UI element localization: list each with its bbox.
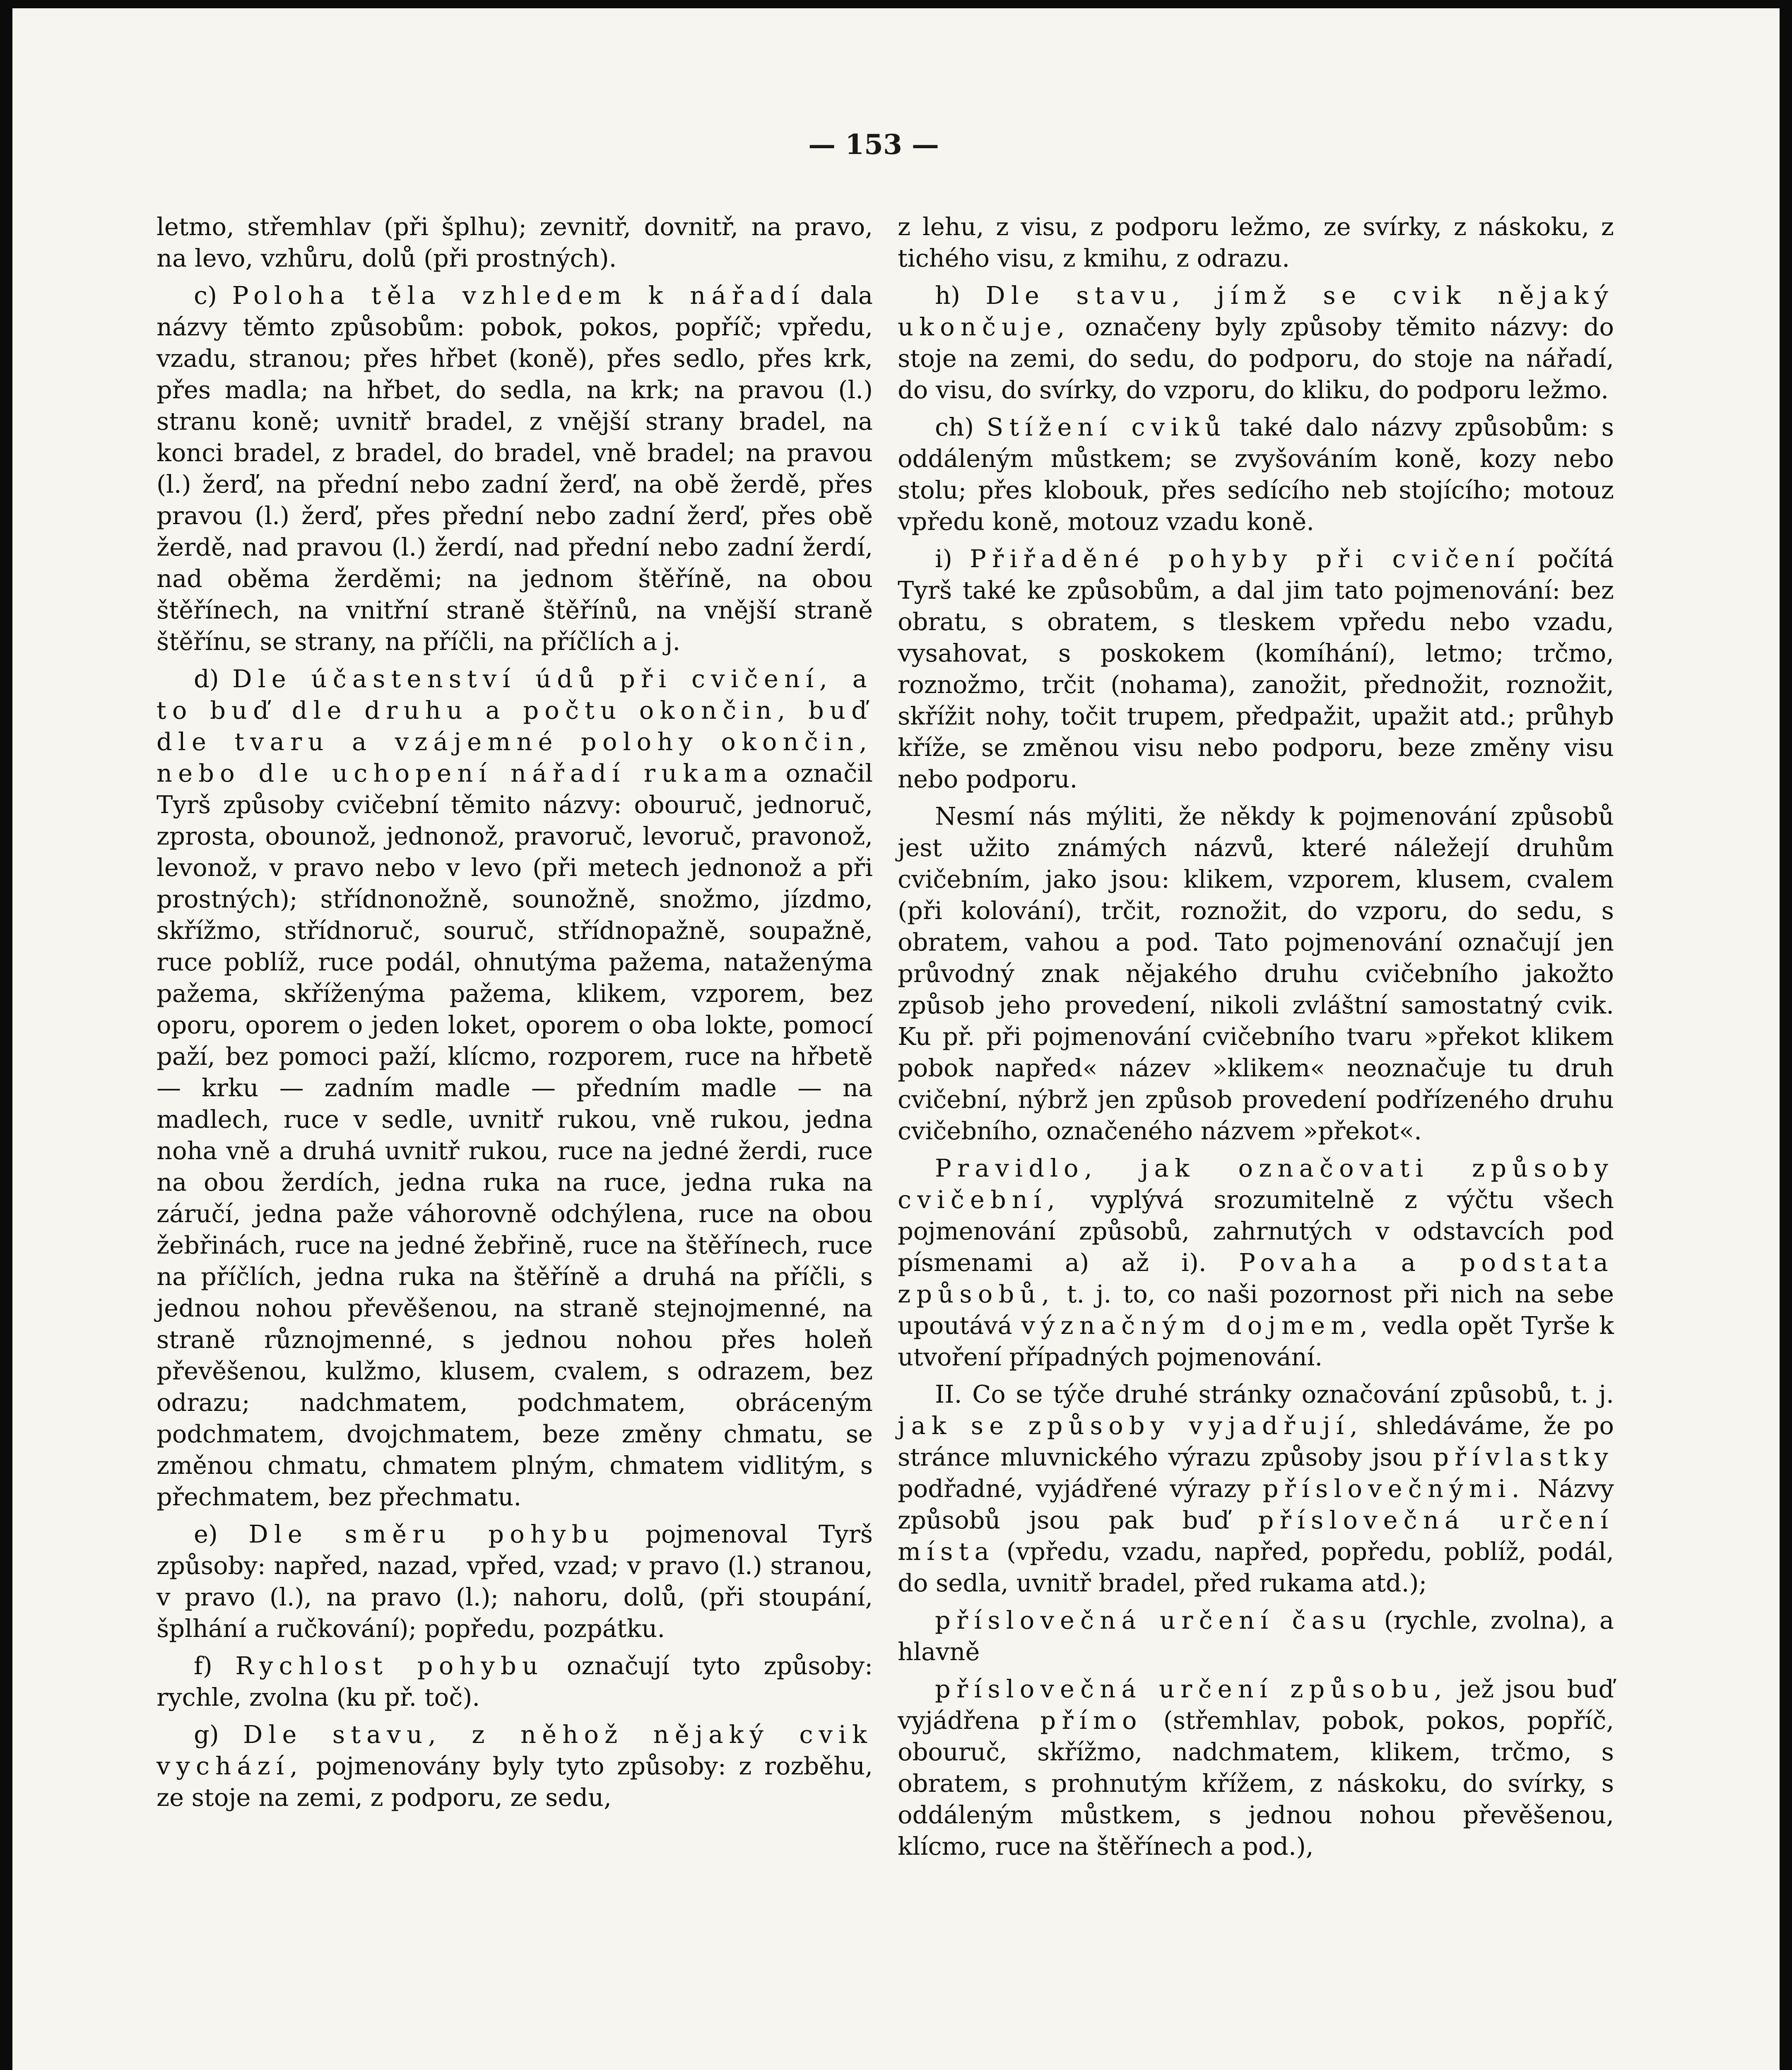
item-label: f) bbox=[194, 1651, 212, 1680]
spaced-heading: přívlastky bbox=[1433, 1443, 1614, 1471]
paragraph-ii bbox=[898, 1379, 1614, 1599]
spaced-heading: Přiřaděné pohyby při cvičení bbox=[970, 544, 1520, 573]
left-column bbox=[157, 211, 873, 1819]
spaced-heading: význačným dojmem, bbox=[1021, 1311, 1374, 1340]
paragraph-e bbox=[157, 1519, 873, 1644]
spaced-heading: Rychlost pohybu bbox=[235, 1651, 544, 1680]
paragraph-text: také dalo názvy způsobům: s oddáleným můstkem; se zvyšováním koně, kozy nebo stolu; přes klobouk, přes sedícího neb stojícího; motouz vpředu koně, motouz vzadu koně. bbox=[898, 413, 1614, 536]
paragraph-text: II. Co se týče druhé stránky označování způsobů, t. j. bbox=[935, 1380, 1614, 1408]
paragraph-text: t. j. to, co naši pozornost při nich na sebe upoutává bbox=[898, 1280, 1614, 1340]
page-number: — 153 — bbox=[808, 128, 939, 161]
paragraph-text: (rychle, zvolna), a hlavně bbox=[898, 1606, 1614, 1666]
spaced-heading: Povaha a podstata způsobů, bbox=[898, 1248, 1614, 1308]
spaced-heading: Dle směru pohybu bbox=[248, 1520, 615, 1548]
paragraph-i bbox=[898, 543, 1614, 795]
right-column bbox=[898, 211, 1614, 1868]
paragraph-text: (střemhlav, pobok, pokos, popříč, obouruč, skřížmo, nadchmatem, klikem, trčmo, s obratem, s prohnutým křížem, z náskoku, do svírky, s oddáleným můstkem, s jednou nohou převěšenou, klícmo, ruce na štěřínech a pod.), bbox=[898, 1706, 1614, 1861]
paragraph-text: shledáváme, že po stránce mluvnického výrazu způsoby jsou bbox=[898, 1411, 1614, 1471]
spaced-heading: Poloha těla vzhledem k nářadí bbox=[232, 281, 805, 310]
item-label: g) bbox=[194, 1720, 219, 1749]
item-label: i) bbox=[935, 544, 952, 573]
paragraph-cas bbox=[898, 1605, 1614, 1668]
item-label: ch) bbox=[935, 413, 974, 441]
paragraph-continuation: letmo, střemhlav (při šplhu); zevnitř, dovnitř, na pravo, na levo, vzhůru, dolů (při prostných). bbox=[157, 212, 873, 272]
item-label: d) bbox=[194, 664, 219, 693]
paragraph-c bbox=[157, 280, 873, 657]
book-page bbox=[12, 8, 1780, 2070]
paragraph-d bbox=[157, 663, 873, 1513]
paragraph-ch bbox=[898, 412, 1614, 537]
paragraph-pravidlo bbox=[898, 1153, 1614, 1373]
paragraph-text: označeny byly způsoby těmito názvy: do stoje na zemi, do sedu, do podporu, do stoje na nářadí, do visu, do svírky, do vzporu, do kliku, do podporu ležmo. bbox=[898, 313, 1614, 404]
paragraph-h bbox=[898, 280, 1614, 406]
paragraph-text: dala názvy těmto způsobům: pobok, pokos, popříč; vpředu, vzadu, stranou; přes hřbet (koně), přes sedlo, přes krk, přes madla; na hřbet, do sedla, na krk; na pravou (l.) stranu koně; uvnitř bradel, z vnější strany bradel, na konci bradel, z bradel, do bradel, vně bradel; na pravou (l.) žerď, na přední nebo zadní žerď, na obě žerdě, přes pravou (l.) žerď, přes přední nebo zadní žerď, přes obě žerdě, nad pravou (l.) žerdí, nad přední nebo zadní žerdí, nad oběma žerděmi; na jednom štěříně, na obou štěřínech, na vnitřní straně štěřínů, na vnější straně štěřínu, se strany, na příčli, na příčlích a j. bbox=[157, 281, 873, 656]
paragraph-text: jež jsou buď vyjádřena bbox=[898, 1675, 1614, 1735]
paragraph-text: označil Tyrš způsoby cvičební těmito názvy: obouruč, jednoruč, zprosta, obounož, jednonož, pravoruč, levoruč, pravonož, levonož, v pravo nebo v levo (při metech jednonož a při prostných); střídnonožně, sounožně, snožmo, jízdmo, skřížmo, střídnoruč, souruč, střídnopažně, soupažně, ruce poblíž, ruce podál, ohnutýma pažema, nataženýma pažema, skříženýma pažema, klikem, vzporem, bez oporu, oporem o jeden loket, oporem o oba lokte, pomocí paží, bez pomoci paží, klícmo, rozporem, ruce na hřbetě — krku — zadním madle — předním madle — na madlech, ruce v sedle, uvnitř rukou, vně rukou, jedna noha vně a druhá uvnitř rukou, ruce na jedné žerdi, ruce na obou žerdích, jedna ruka na ruce, jedna ruka na záručí, jedna paže váhorovně odchýlena, ruce na obou žebřinách, ruce na jedné žebřině, ruce na štěřínech, ruce na příčlích, jedna ruka na štěříně a druhá na příčli, s jednou nohou převěšenou, na straně stejnojmenné, na straně různojmenné, s jednou nohou přes holeň převěšenou, kulžmo, klusem, cvalem, s odrazem, bez odrazu; nadchmatem, podchmatem, obráceným podchmatem, dvojchmatem, beze změny chmatu, se změnou chmatu, chmatem plným, chmatem vidlitým, s přechmatem, bez přechmatu. bbox=[157, 759, 873, 1511]
paragraph-text: vedla opět Tyrše k utvoření případných pojmenování. bbox=[898, 1311, 1614, 1371]
spaced-heading: Stížení cviků bbox=[986, 413, 1227, 441]
spaced-heading: příslovečná určení způsobu, bbox=[935, 1675, 1448, 1703]
paragraph-text: podřadné, vyjádřené výrazy bbox=[898, 1474, 1250, 1503]
paragraph-text: pojmenoval Tyrš způsoby: napřed, nazad, vpřed, vzad; v pravo (l.) stranou, v pravo (l.), na pravo (l.); nahoru, dolů, (při stoupání, šplhání a ručkování); popředu, pozpátku. bbox=[157, 1520, 873, 1643]
spaced-heading: příslovečnými. bbox=[1262, 1474, 1525, 1503]
paragraph-zpusob bbox=[898, 1673, 1614, 1862]
spaced-heading: jak se způsoby vyjadřují, bbox=[898, 1411, 1363, 1440]
paragraph-text: vyplývá srozumitelně z výčtu všech pojmenování způsobů, zahrnutých v odstavcích pod písmenami a) až i). bbox=[898, 1185, 1614, 1277]
spaced-heading: Dle stavu, jímž se cvik nějaký ukončuje, bbox=[898, 281, 1614, 341]
spaced-heading: Pravidlo, jak označovati způsoby cvičební, bbox=[898, 1154, 1614, 1214]
spaced-heading: přímo bbox=[1040, 1706, 1143, 1735]
item-label: e) bbox=[194, 1520, 218, 1548]
paragraph-text: Názvy způsobů jsou pak buď bbox=[898, 1474, 1614, 1534]
spaced-heading: příslovečná určení místa bbox=[898, 1506, 1614, 1566]
paragraph-continuation: z lehu, z visu, z podporu ležmo, ze svírky, z náskoku, z tichého visu, z kmihu, z odrazu. bbox=[898, 212, 1614, 272]
paragraph-nesmi: Nesmí nás mýliti, že někdy k pojmenování způsobů jest užito známých názvů, které náležejí druhům cvičebním, jako jsou: klikem, vzporem, klusem, cvalem (při kolování), trčit, roznožit, do vzporu, do sedu, s obratem, vahou a pod. Tato pojmenování označují jen průvodný znak nějakého druhu cvičebního jakožto způsob jeho provedení, nikoli zvláštní samostatný cvik. Ku př. při pojmenování cvičebního tvaru »překot klikem pobok napřed« název »klikem« neoznačuje tu druh cvičební, nýbrž jen způsob provedení podřízeného druhu cvičebního, označeného názvem »překot«. bbox=[898, 802, 1614, 1145]
paragraph-text: (vpředu, vzadu, napřed, popředu, poblíž, podál, do sedla, uvnitř bradel, před rukama atd.); bbox=[898, 1537, 1614, 1597]
item-label: c) bbox=[194, 281, 217, 310]
paragraph-f bbox=[157, 1650, 873, 1713]
paragraph-text: označují tyto způsoby: rychle, zvolna (ku př. toč). bbox=[157, 1651, 873, 1711]
spaced-heading: příslovečná určení času bbox=[935, 1606, 1372, 1634]
item-label: h) bbox=[935, 281, 961, 310]
paragraph-text: počítá Tyrš také ke způsobům, a dal jim tato pojmenování: bez obratu, s obratem, s tleskem vpředu nebo vzadu, vysahovat, s poskokem (komíhání), letmo; trčmo, roznožmo, trčit (nohama), zanožit, přednožit, roznožit, skřížit nohy, točit trupem, předpažit, upažit atd.; průhyb kříže, se změnou visu nebo podporu, beze změny visu nebo podporu. bbox=[898, 544, 1614, 793]
paragraph-text: pojmenovány byly tyto způsoby: z rozběhu, ze stoje na zemi, z podporu, ze sedu, bbox=[157, 1752, 873, 1812]
spaced-heading: Dle účastenství údů při cvičení, a to buď dle druhu a počtu okončin, buď dle tvaru a vzájemné polohy okončin, nebo dle uchopení nářadí rukama bbox=[157, 664, 873, 787]
spaced-heading: Dle stavu, z něhož nějaký cvik vychází, bbox=[157, 1720, 873, 1780]
paragraph-g bbox=[157, 1719, 873, 1813]
